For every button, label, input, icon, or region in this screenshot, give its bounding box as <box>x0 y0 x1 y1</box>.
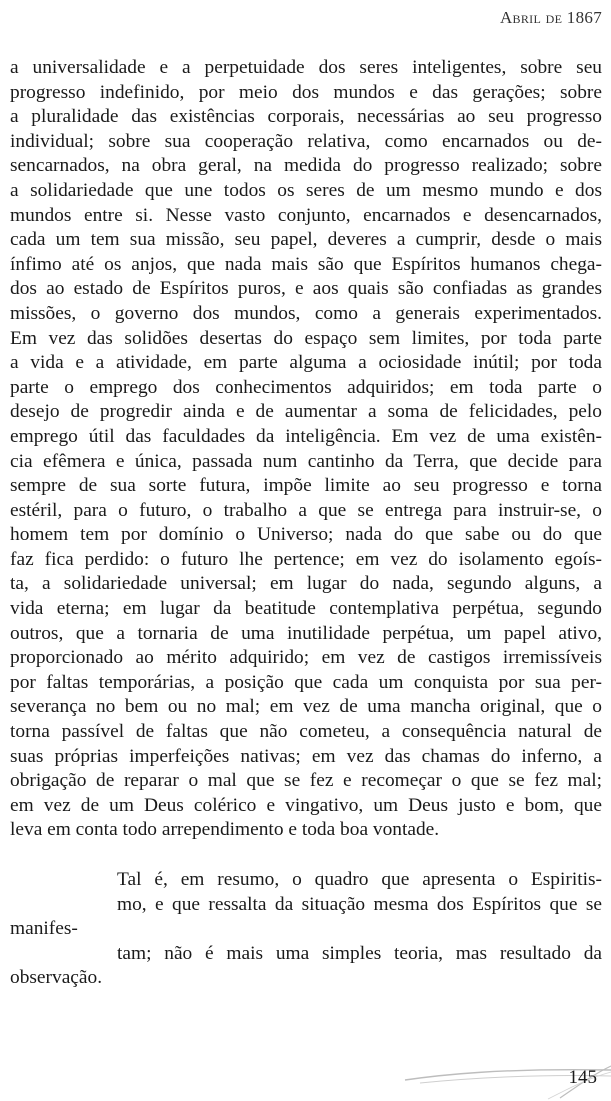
text-line: ínfimo até os anjos, que nada mais são que Espíritos humanos chega- <box>10 253 602 275</box>
text-line: estéril, para o futuro, o trabalho a que se entrega para instruir-se, o <box>10 499 602 521</box>
text-line: ta, a solidariedade universal; em lugar do nada, segundo alguns, a <box>10 573 602 595</box>
footer-swoosh-ornament <box>0 1050 611 1101</box>
text-line: proporcionado ao mérito adquirido; em vez de castigos irremissíveis <box>10 647 602 669</box>
text-line: vida eterna; em lugar da beatitude contemplativa perpétua, segundo <box>10 598 602 620</box>
running-header: Abril de 1867 <box>499 8 602 27</box>
text-line: mo, e que ressalta da situação mesma dos Espíritos que se manifes- <box>10 893 602 940</box>
text-line: Em vez das solidões desertas do espaço sem limites, por toda parte <box>10 327 602 349</box>
text-line: Tal é, em resumo, o quadro que apresenta o Espiritis- <box>117 869 602 890</box>
text-line: cia efêmera e única, passada num cantinho da Terra, que decide para <box>10 450 602 472</box>
text-line: a vida e a atividade, em parte alguma a ociosidade inútil; por toda <box>10 352 602 374</box>
text-line: emprego útil das faculdades da inteligência. Em vez de uma existên- <box>10 425 602 447</box>
text-line: desejo de progredir ainda e de aumentar a soma de felicidades, pelo <box>10 401 602 423</box>
text-line: em vez de um Deus colérico e vingativo, um Deus justo e bom, que <box>10 794 602 816</box>
text-line: tam; não é mais uma simples teoria, mas resultado da observação. <box>10 942 602 989</box>
text-line: a universalidade e a perpetuidade dos seres inteligentes, sobre seu <box>10 57 602 78</box>
text-line: a solidariedade que une todos os seres de um mesmo mundo e dos <box>10 179 602 201</box>
text-line: sencarnados, na obra geral, na medida do progresso realizado; sobre <box>10 155 602 177</box>
text-line: progresso indefinido, por meio dos mundos e das gerações; sobre <box>10 81 602 103</box>
text-line: cada um tem sua missão, seu papel, deveres a cumprir, desde o mais <box>10 229 602 251</box>
text-line: severança no bem ou no mal; em vez de uma mancha original, que o <box>10 696 602 718</box>
text-line: parte o emprego dos conhecimentos adquiridos; em toda parte o <box>10 376 602 398</box>
text-line: suas próprias imperfeições nativas; em vez das chamas do inferno, a <box>10 745 602 767</box>
text-line: por faltas temporárias, a posição que cada um conquista por sua per- <box>10 671 602 693</box>
paragraph-1 <box>10 56 602 843</box>
text-line: obrigação de reparar o mal que se fez e recomeçar o que se fez mal; <box>10 770 602 792</box>
text-line: dos ao estado de Espíritos puros, e aos quais são confiadas as grandes <box>10 278 602 300</box>
text-line: individual; sobre sua cooperação relativa, como encarnados ou de- <box>10 130 602 152</box>
text-line: mundos entre si. Nesse vasto conjunto, encarnados e desencarnados, <box>10 204 602 226</box>
text-line: torna passível de faltas que não cometeu, a consequência natural de <box>10 721 602 743</box>
text-line: a pluralidade das existências corporais, necessárias ao seu progresso <box>10 106 602 128</box>
page-number: 145 <box>568 1067 597 1088</box>
page-body <box>10 56 602 991</box>
text-line: leva em conta todo arrependimento e toda boa vontade. <box>10 819 440 841</box>
text-line: missões, o governo dos mundos, como a generais experimentados. <box>10 302 602 324</box>
paragraph-2 <box>10 868 602 991</box>
text-line: faz fica perdido: o futuro lhe pertence; em vez do isolamento egoís- <box>10 548 602 570</box>
text-line: homem tem por domínio o Universo; nada do que sabe ou do que <box>10 524 602 546</box>
text-line: sempre de sua sorte futura, impõe limite ao seu progresso e torna <box>10 475 602 497</box>
text-line: outros, que a tornaria de uma inutilidade perpétua, um papel ativo, <box>10 622 602 644</box>
